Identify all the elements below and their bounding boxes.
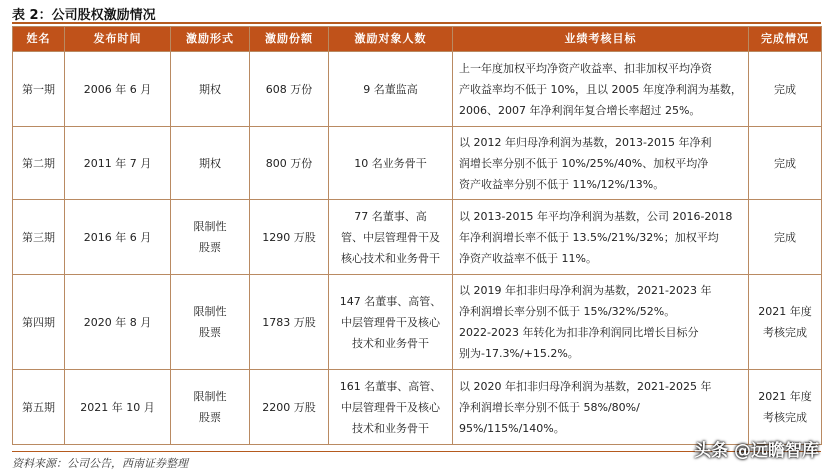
incentive-table [12, 26, 822, 445]
cell-phase: 第二期 [13, 127, 65, 200]
cell-target [453, 127, 749, 200]
cell-target [453, 370, 749, 445]
cell-phase: 第四期 [13, 275, 65, 370]
cell-recipients-line: 77 名董事、高 [354, 209, 427, 223]
cell-target-line: 以 2013-2015 年平均净利润为基数，公司 2016-2018 [459, 209, 733, 223]
cell-date: 2011 年 7 月 [65, 127, 171, 200]
header-recipients: 激励对象人数 [329, 27, 453, 52]
cell-date: 2021 年 10 月 [65, 370, 171, 445]
cell-status-line: 2021 年度 [758, 390, 812, 403]
cell-recipients-line: 技术和业务骨干 [352, 336, 429, 350]
cell-target-line: 净利润增长率分别不低于 15%/32%/52%。 [459, 305, 676, 318]
cell-form [171, 127, 250, 200]
cell-form-line: 限制性 [193, 390, 227, 403]
cell-amount: 1783 万股 [250, 275, 329, 370]
cell-status [749, 200, 822, 275]
header-date: 发布时间 [65, 27, 171, 52]
cell-target-line: 2022-2023 年转化为扣非净利润同比增长目标分 [459, 326, 699, 339]
cell-recipients [329, 200, 453, 275]
cell-target-line: 以 2019 年扣非归母净利润为基数，2021-2023 年 [459, 284, 712, 297]
header-row [13, 27, 822, 52]
cell-form-line: 股票 [199, 326, 221, 339]
watermark: 头条 @远瞻智库 [694, 441, 819, 461]
cell-recipients-line: 9 名董监高 [363, 82, 418, 96]
cell-recipients-line: 技术和业务骨干 [352, 421, 429, 435]
cell-date: 2020 年 8 月 [65, 275, 171, 370]
header-target: 业绩考核目标 [453, 27, 749, 52]
table-row [13, 127, 822, 200]
cell-form-line: 期权 [199, 82, 221, 96]
cell-recipients-line: 147 名董事、高管、 [339, 294, 442, 308]
cell-phase: 第三期 [13, 200, 65, 275]
cell-status [749, 275, 822, 370]
table-row [13, 200, 822, 275]
cell-status [749, 370, 822, 445]
cell-date: 2006 年 6 月 [65, 52, 171, 127]
cell-target-line: 净资产收益率不低于 11%。 [459, 251, 597, 265]
header-status: 完成情况 [749, 27, 822, 52]
cell-recipients-line: 中层管理骨干及核心 [341, 400, 440, 414]
cell-target-line: 润增长率分别不低于 10%/25%/40%、加权平均净 [459, 156, 709, 170]
cell-status-line: 完成 [774, 82, 796, 96]
cell-form [171, 200, 250, 275]
cell-recipients-line: 核心技术和业务骨干 [341, 251, 440, 265]
cell-form [171, 52, 250, 127]
cell-recipients [329, 52, 453, 127]
table-caption: 表 2：公司股权激励情况 [12, 8, 156, 23]
cell-target-line: 以 2020 年扣非归母净利润为基数，2021-2025 年 [459, 379, 712, 393]
cell-target-line: 95%/115%/140%。 [459, 421, 565, 435]
cell-amount: 608 万份 [250, 52, 329, 127]
cell-target-line: 净利润增长率分别不低于 58%/80%/ [459, 400, 640, 414]
top-rule [12, 22, 821, 24]
cell-status [749, 52, 822, 127]
cell-amount: 2200 万股 [250, 370, 329, 445]
cell-status-line: 2021 年度 [758, 305, 812, 318]
cell-amount: 800 万份 [250, 127, 329, 200]
cell-form-line: 期权 [199, 156, 221, 170]
cell-target [453, 52, 749, 127]
source-note: 资料来源：公司公告，西南证券整理 [12, 457, 188, 470]
cell-recipients [329, 275, 453, 370]
cell-status-line: 考核完成 [763, 326, 807, 339]
cell-phase: 第五期 [13, 370, 65, 445]
cell-target-line: 资产收益率分别不低于 11%/12%/13%。 [459, 177, 665, 191]
table-row [13, 275, 822, 370]
table-row [13, 370, 822, 445]
cell-target [453, 275, 749, 370]
header-amount: 激励份额 [250, 27, 329, 52]
cell-status [749, 127, 822, 200]
cell-form [171, 370, 250, 445]
cell-phase: 第一期 [13, 52, 65, 127]
cell-amount: 1290 万股 [250, 200, 329, 275]
cell-target-line: 以 2012 年归母净利润为基数，2013-2015 年净利 [459, 135, 712, 149]
cell-status-line: 考核完成 [763, 411, 807, 424]
cell-recipients-line: 161 名董事、高管、 [339, 379, 442, 393]
cell-recipients-line: 中层管理骨干及核心 [341, 315, 440, 329]
cell-form-line: 限制性 [193, 220, 227, 233]
cell-target-line: 产收益率均不低于 10%，且以 2005 年度净利润为基数， [459, 82, 742, 96]
cell-date: 2016 年 6 月 [65, 200, 171, 275]
cell-status-line: 完成 [774, 230, 796, 244]
header-form: 激励形式 [171, 27, 250, 52]
cell-form-line: 股票 [199, 241, 221, 254]
cell-form [171, 275, 250, 370]
cell-recipients-line: 10 名业务骨干 [354, 156, 427, 170]
cell-recipients [329, 127, 453, 200]
cell-form-line: 限制性 [193, 305, 227, 318]
header-phase: 姓名 [13, 27, 65, 52]
cell-target-line: 2006、2007 年净利润年复合增长率超过 25%。 [459, 103, 701, 117]
cell-target-line: 年净利润增长率不低于 13.5%/21%/32%；加权平均 [459, 230, 719, 244]
cell-target [453, 200, 749, 275]
cell-status-line: 完成 [774, 156, 796, 170]
cell-form-line: 股票 [199, 411, 221, 424]
cell-recipients-line: 管、中层管理骨干及 [341, 230, 440, 244]
cell-target-line: 别为-17.3%/+15.2%。 [459, 347, 579, 360]
cell-target-line: 上一年度加权平均净资产收益率、扣非加权平均净资 [459, 61, 712, 75]
cell-recipients [329, 370, 453, 445]
table-row [13, 52, 822, 127]
